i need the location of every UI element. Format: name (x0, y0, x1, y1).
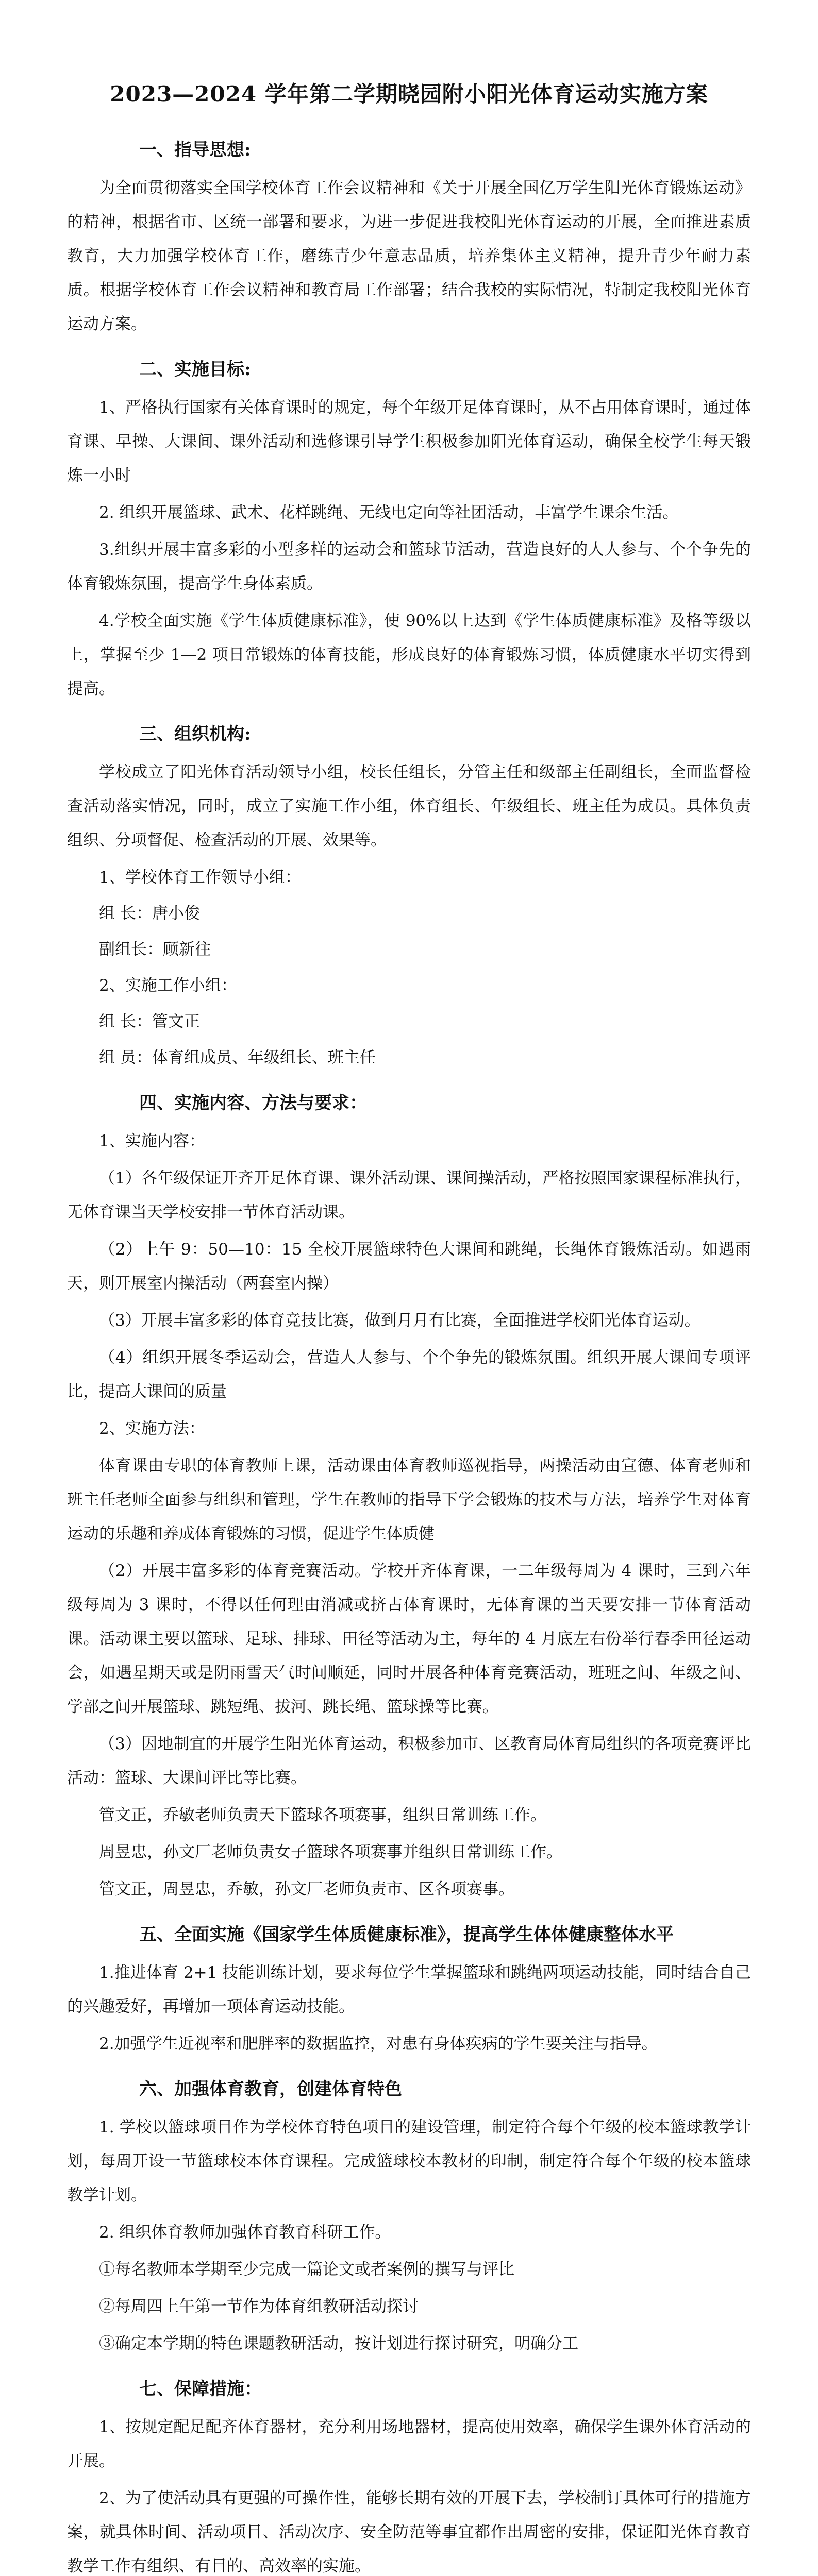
paragraph: （3）开展丰富多彩的体育竞技比赛，做到月月有比赛，全面推进学校阳光体育运动。 (99, 1311, 700, 1330)
list-line: 副组长：顾新往 (99, 940, 211, 959)
paragraph: ③确定本学期的特色课题教研活动，按计划进行探讨研究，明确分工 (99, 2334, 578, 2353)
section-heading: 三、组织机构: (139, 724, 251, 744)
paragraph: 为全面贯彻落实全国学校体育工作会议精神和《关于开展全国亿万学生阳光体育锻炼运动》的精神，根据省市、区统一部署和要求，为进一步促进我校阳光体育运动的开展，全面推进素质教育，大力加强学校体育工作，磨练青少年意志品质，培养集体主义精神，提升青少年耐力素质。根据学校体育工作会议精神和教育局工作部署；结合我校的实际情况，特制定我校阳光体育运动方案。 (67, 179, 751, 333)
paragraph: （4）组织开展冬季运动会，营造人人参与、个个争先的锻炼氛围。组织开展大课间专项评比，提高大课间的质量 (67, 1348, 751, 1401)
paragraph: 2. 组织体育教师加强体育教育科研工作。 (99, 2223, 391, 2242)
paragraph: 3.组织开展丰富多彩的小型多样的运动会和篮球节活动，营造良好的人人参与、个个争先的体育锻炼氛围，提高学生身体素质。 (67, 540, 751, 593)
paragraph: 2. 组织开展篮球、武术、花样跳绳、无线电定向等社团活动，丰富学生课余生活。 (99, 503, 679, 522)
section-heading: 七、保障措施： (139, 2379, 262, 2399)
section-heading: 二、实施目标: (139, 359, 251, 380)
paragraph: 周昱忠，孙文厂老师负责女子篮球各项赛事并组织日常训练工作。 (99, 1843, 562, 1861)
document-title: 2023—2024 学年第二学期晓园附小阳光体育运动实施方案 (110, 81, 708, 107)
paragraph: ②每周四上午第一节作为体育组教研活动探讨 (99, 2297, 419, 2316)
sections-container (67, 133, 751, 2576)
list-line: 1、学校体育工作领导小组： (99, 868, 301, 887)
section-heading: 六、加强体育教育，创建体育特色 (139, 2079, 402, 2099)
paragraph: 1. 学校以篮球项目作为学校体育特色项目的建设管理，制定符合每个年级的校本篮球教学计划，每周开设一节篮球校本体育课程。完成篮球校本教材的印制，制定符合每个年级的校本篮球教学计划。 (67, 2118, 751, 2205)
paragraph: 管文正，周昱忠，乔敏，孙文厂老师负责市、区各项赛事。 (99, 1880, 514, 1899)
paragraph: 1.推进体育 2+1 技能训练计划，要求每位学生掌握篮球和跳绳两项运动技能，同时结合自己的兴趣爱好，再增加一项体育运动技能。 (67, 1963, 751, 2016)
paragraph: 1、严格执行国家有关体育课时的规定，每个年级开足体育课时，从不占用体育课时，通过体育课、早操、大课间、课外活动和选修课引导学生积极参加阳光体育运动，确保全校学生每天锻炼一小时 (67, 398, 751, 485)
paragraph: 管文正，乔敏老师负责天下篮球各项赛事，组织日常训练工作。 (99, 1806, 546, 1824)
list-line: 2、实施工作小组： (99, 976, 237, 995)
list-line: 组 长：唐小俊 (99, 904, 200, 923)
paragraph: 2、实施方法： (99, 1419, 205, 1438)
paragraph: 学校成立了阳光体育活动领导小组，校长任组长，分管主任和级部主任副组长，全面监督检查活动落实情况，同时，成立了实施工作小组，体育组长、年级组长、班主任为成员。具体负责组织、分项督促、检查活动的开展、效果等。 (67, 763, 751, 850)
paragraph: （2）开展丰富多彩的体育竞赛活动。学校开齐体育课，一二年级每周为 4 课时，三到六年级每周为 3 课时，不得以任何理由消减或挤占体育课时，无体育课的当天要安排一节体育活动课。活动课主要以篮球、足球、排球、田径等活动为主，每年的 4 月底左右份举行春季田径运动会，如遇星期天或是阴雨雪天气时间顺延，同时开展各种体育竞赛活动，班班之间、年级之间、学部之间开展篮球、跳短绳、拔河、跳长绳、篮球操等比赛。 (67, 1562, 751, 1716)
paragraph: （1）各年级保证开齐开足体育课、课外活动课、课间操活动，严格按照国家课程标准执行，无体育课当天学校安排一节体育活动课。 (67, 1169, 751, 1222)
paragraph: 1、实施内容： (99, 1132, 205, 1150)
section-heading: 一、指导思想: (139, 140, 251, 160)
paragraph: 4.学校全面实施《学生体质健康标准》，使 90%以上达到《学生体质健康标准》及格等级以上，掌握至少 1—2 项日常锻炼的体育技能，形成良好的体育锻炼习惯，体质健康水平切实得到提高。 (67, 612, 751, 698)
paragraph: 体育课由专职的体育教师上课，活动课由体育教师巡视指导，两操活动由宣德、体育老师和班主任老师全面参与组织和管理，学生在教师的指导下学会锻炼的技术与方法，培养学生对体育运动的乐趣和养成体育锻炼的习惯，促进学生体质健 (67, 1456, 751, 1543)
paragraph: 2.加强学生近视率和肥胖率的数据监控，对患有身体疾病的学生要关注与指导。 (99, 2035, 658, 2053)
section-heading: 四、实施内容、方法与要求： (139, 1093, 367, 1113)
paragraph: （3）因地制宜的开展学生阳光体育运动，积极参加市、区教育局体育局组织的各项竞赛评比活动：篮球、大课间评比等比赛。 (67, 1735, 751, 1787)
paragraph: 1、按规定配足配齐体育器材，充分利用场地器材，提高使用效率，确保学生课外体育活动的开展。 (67, 2418, 751, 2470)
paragraph: 2、为了使活动具有更强的可操作性，能够长期有效的开展下去，学校制订具体可行的措施方案，就具体时间、活动项目、活动次序、安全防范等事宜都作出周密的安排，保证阳光体育教育教学工作有组织、有目的、高效率的实施。 (67, 2489, 751, 2575)
list-line: 组 员：体育组成员、年级组长、班主任 (99, 1048, 376, 1067)
list-line: 组 长：管文正 (99, 1012, 200, 1031)
paragraph: ①每名教师本学期至少完成一篇论文或者案例的撰写与评比 (99, 2260, 514, 2279)
paragraph: （2）上午 9：50—10：15 全校开展篮球特色大课间和跳绳，长绳体育锻炼活动。如遇雨天，则开展室内操活动（两套室内操） (67, 1240, 751, 1293)
section-heading: 五、全面实施《国家学生体质健康标准》，提高学生体体健康整体水平 (139, 1924, 674, 1945)
